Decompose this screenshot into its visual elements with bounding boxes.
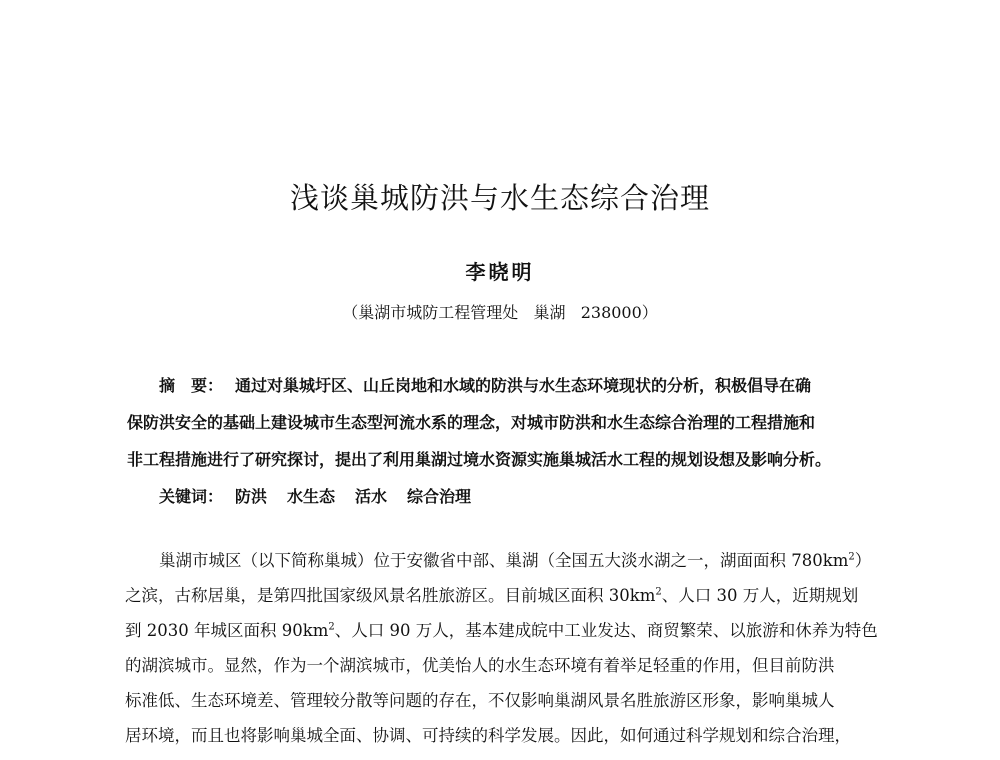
abstract-text: 非工程措施进行了研究探讨，提出了利用巢湖过境水资源实施巢城活水工程的规划设想及影响分析。 [127,450,832,469]
abstract-line [127,367,875,404]
body-line: 居环境，而且也将影响巢城全面、协调、可持续的科学发展。因此，如何通过科学规划和综合治理， [125,726,851,745]
keyword-term: 活水 [355,487,388,506]
body-line: 的湖滨城市。显然，作为一个湖滨城市，优美怡人的水生态环境有着举足轻重的作用，但目前防洪 [125,656,835,675]
body-line: 标准低、生态环境差、管理较分散等问题的存在，不仅影响巢湖风景名胜旅游区形象，影响巢城人 [125,691,835,710]
abstract-line [127,404,875,441]
author-name: 李晓明 [465,260,535,284]
abstract-text: 通过对巢城圩区、山丘岗地和水域的防洪与水生态环境现状的分析，积极倡导在确 [235,376,812,395]
author-affiliation: （巢湖市城防工程管理处 巢湖 238000） [342,303,658,322]
body-line: 到 2030 年城区面积 $90km^2$、人口 90 万人，基本建成皖中工业发达、商贸繁荣、以旅游和休养为特色 [125,621,878,640]
keyword-term: 综合治理 [407,487,472,506]
keyword-term: 水生态 [287,487,336,506]
abstract-text: 保防洪安全的基础上建设城市生态型河流水系的理念，对城市防洪和水生态综合治理的工程措施和 [127,413,816,432]
body-line: 巢湖市城区（以下简称巢城）位于安徽省中部、巢湖（全国五大淡水湖之一，湖面面积 $780km^2$） [159,551,872,570]
paper-title: 浅谈巢城防洪与水生态综合治理 [289,181,710,215]
body-line: 之滨，古称居巢，是第四批国家级风景名胜旅游区。目前城区面积 $30km^2$、人口 30 万人，近期规划 [125,586,859,605]
abstract-section [127,367,875,515]
keywords-label: 关键词： [159,487,224,506]
keywords-line [127,478,875,515]
abstract-label: 摘 要： [159,376,224,395]
keyword-term: 防洪 [235,487,268,506]
body-paragraph [125,543,878,753]
abstract-line [127,441,875,478]
